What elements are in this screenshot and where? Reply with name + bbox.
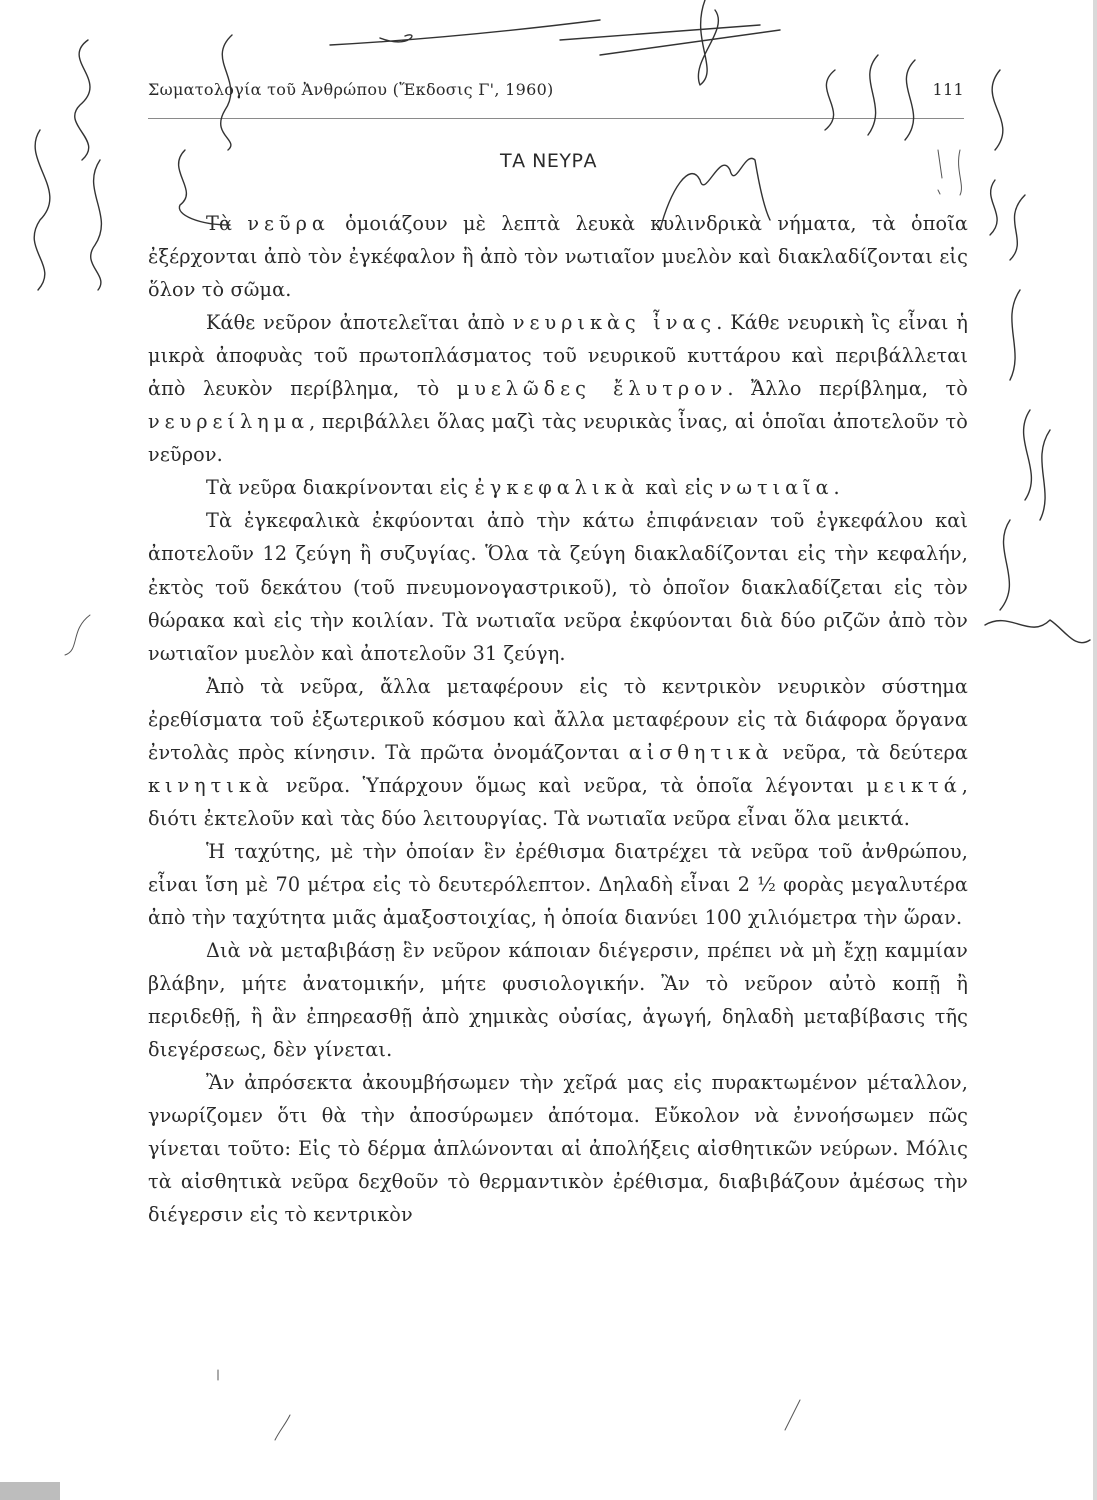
paragraph-5: Ἀπὸ τὰ νεῦρα, ἄλλα μεταφέρουν εἰς τὸ κεντρικὸν νευρικὸν σύστημα ἐρεθίσματα τοῦ ἐξωτερικοῦ κόσμου καὶ ἄλλα μεταφέρουν εἰς τὰ διάφορα ὄργανα ἐντολὰς πρὸς κίνησιν. Τὰ πρῶτα ὀνομάζονται αἰσθητικὰ νεῦρα, τὰ δεύτερα κινητικὰ νεῦρα. Ὑπάρχουν ὅμως καὶ νεῦρα, τὰ ὁποῖα λέγονται μεικτά, διότι ἐκτελοῦν καὶ τὰς δύο λειτουργίας. Τὰ νωτιαῖα νεῦρα εἶναι ὅλα μεικτά. bbox=[148, 674, 969, 830]
paragraph-8: Ἂν ἀπρόσεκτα ἀκουμβήσωμεν τὴν χεῖρά μας εἰς πυρακτωμένον μέταλλον, γνωρίζομεν ὅτι θὰ τὴν ἀποσύρωμεν ἀπότομα. Εὔκολον νὰ ἐννοήσωμεν πῶς γίνεται τοῦτο: Εἰς τὸ δέρμα ἁπλώνονται αἱ ἀπολήξεις αἰσθητικῶν νεύρων. Μόλις τὰ αἰσθητικὰ νεῦρα δεχθοῦν τὸ θερμαντικὸν ἐρέθισμα, διαβιβάζουν ἀμέσως τὴν διέγερσιν εἰς τὸ κεντρικὸν bbox=[148, 1071, 968, 1227]
spaced-term: ἐγκεφαλικὰ bbox=[474, 476, 640, 500]
spaced-term: νωτιαῖα bbox=[719, 476, 834, 500]
paragraph-1: Τὰ νεῦρα ὁμοιάζουν μὲ λεπτὰ λευκὰ κυλινδρικὰ νήματα, τὰ ὁποῖα ἐξέρχονται ἀπὸ τὸν ἐγκέφαλον ἢ ἀπὸ τὸν νωτιαῖον μυελὸν καὶ διακλαδίζονται εἰς ὅλον τὸ σῶμα. bbox=[148, 212, 968, 302]
body-text bbox=[148, 207, 968, 1231]
spaced-term: κινητικὰ bbox=[148, 773, 274, 797]
paragraph-4: Τὰ ἐγκεφαλικὰ ἐκφύονται ἀπὸ τὴν κάτω ἐπιφάνειαν τοῦ ἐγκεφάλου καὶ ἀποτελοῦν 12 ζεύγη ἢ συζυγίας. Ὅλα τὰ ζεύγη διακλαδίζονται εἰς τὴν κεφαλήν, ἐκτὸς τοῦ δεκάτου (τοῦ πνευμονογαστρικοῦ), τὸ ὁποῖον διακλαδίζεται εἰς τὸν θώρακα καὶ εἰς τὴν κοιλίαν. Τὰ νωτιαῖα νεῦρα ἐκφύονται διὰ δύο ριζῶν ἀπὸ τὸν νωτιαῖον μυελὸν καὶ ἀποτελοῦν 31 ζεύγη. bbox=[148, 509, 968, 665]
running-title: Σωματολογία τοῦ Ἀνθρώπου (Ἔκδοσις Γ', 1960) bbox=[148, 80, 554, 99]
spaced-term: μεικτά bbox=[866, 773, 962, 797]
running-header bbox=[148, 80, 964, 104]
paragraph-2: Κάθε νεῦρον ἀποτελεῖται ἀπὸ νευρικὰς ἶνας. Κάθε νευρικὴ ἲς εἶναι ἡ μικρὰ ἀποφυὰς τοῦ πρωτοπλάσματος τοῦ νευρικοῦ κυττάρου καὶ περιβάλλεται ἀπὸ λευκὸν περίβλημα, τὸ μυελῶδες ἔλυτρον. Ἄλλο περίβλημα, τὸ νευρείλημα, περιβάλλει ὅλας μαζὶ τὰς νευρικὰς ἶνας, αἱ ὁποῖαι ἀποτελοῦν τὸ νεῦρον. bbox=[148, 311, 968, 467]
paragraph-7: Διὰ νὰ μεταβιβάσῃ ἓν νεῦρον κάποιαν διέγερσιν, πρέπει νὰ μὴ ἔχῃ καμμίαν βλάβην, μήτε ἀνατομικήν, μήτε φυσιολογικήν. Ἂν τὸ νεῦρον αὐτὸ κοπῇ ἢ περιδεθῇ, ἢ ἂν ἐπηρεασθῇ ἀπὸ χημικὰς οὐσίας, ἀγωγή, δηλαδὴ μεταβίβασις τῆς διεγέρσεως, δὲν γίνεται. bbox=[148, 939, 968, 1062]
spaced-term: μυελῶδες ἔλυτρον bbox=[456, 377, 728, 401]
paragraph-3: Τὰ νεῦρα διακρίνονται εἰς ἐγκεφαλικὰ καὶ εἰς νωτιαῖα. bbox=[206, 476, 840, 500]
fraction: 2 ½ bbox=[737, 872, 776, 896]
scan-corner-mark bbox=[0, 1482, 60, 1500]
spaced-term: νεῦρα bbox=[247, 212, 330, 235]
bottom-marks bbox=[218, 1370, 800, 1440]
section-title: ΤΑ ΝΕΥΡΑ bbox=[500, 150, 597, 172]
page-edge bbox=[1093, 0, 1097, 1500]
spaced-term: νευρικὰς ἶνας bbox=[512, 311, 717, 335]
header-rule bbox=[148, 118, 964, 119]
page-number: 111 bbox=[932, 80, 964, 99]
top-scribbles bbox=[330, 0, 780, 230]
spaced-term: αἰσθητικὰ bbox=[628, 740, 774, 764]
spaced-term: νευρείλημα bbox=[148, 410, 310, 434]
paragraph-6: Ἡ ταχύτης, μὲ τὴν ὁποίαν ἓν ἐρέθισμα διατρέχει τὰ νεῦρα τοῦ ἀνθρώπου, εἶναι ἴση μὲ 70 μέτρα εἰς τὸ δευτερόλεπτον. Δηλαδὴ εἶναι 2 ½ φορὰς μεγαλυτέρα ἀπὸ τὴν ταχύτητα μιᾶς ἁμαξοστοιχίας, ἡ ὁποία διανύει 100 χιλιόμετρα τὴν ὥραν. bbox=[148, 839, 969, 929]
